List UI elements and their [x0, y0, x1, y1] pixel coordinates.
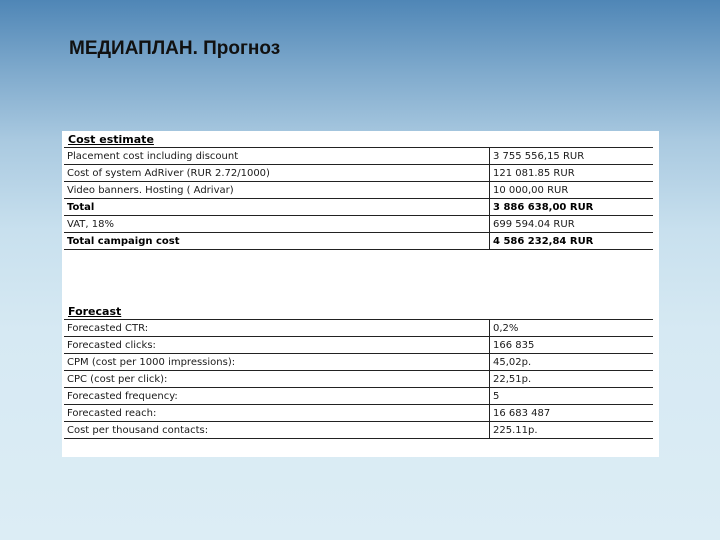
cost-estimate-table — [64, 147, 653, 250]
row-value: 121 081.85 RUR — [490, 165, 654, 182]
row-label: CPM (cost per 1000 impressions): — [64, 354, 490, 371]
table-row-total — [64, 199, 653, 216]
table-row — [64, 320, 653, 337]
row-value: 5 — [490, 388, 654, 405]
row-label: CPC (cost per click): — [64, 371, 490, 388]
row-label: VAT, 18% — [64, 216, 490, 233]
row-label: Cost per thousand contacts: — [64, 422, 490, 439]
row-value: 45,02p. — [490, 354, 654, 371]
row-value: 3 755 556,15 RUR — [490, 148, 654, 165]
row-value: 699 594.04 RUR — [490, 216, 654, 233]
row-label: Forecasted clicks: — [64, 337, 490, 354]
row-value: 3 886 638,00 RUR — [490, 199, 654, 216]
table-row — [64, 354, 653, 371]
row-label: Total — [64, 199, 490, 216]
table-row — [64, 216, 653, 233]
forecast-title: Forecast — [68, 305, 122, 318]
row-label: Video banners. Hosting ( Adrivar) — [64, 182, 490, 199]
row-label: Forecasted CTR: — [64, 320, 490, 337]
slide-title: МЕДИАПЛАН. Прогноз — [69, 38, 281, 59]
table-row — [64, 182, 653, 199]
row-value: 22,51p. — [490, 371, 654, 388]
row-value: 10 000,00 RUR — [490, 182, 654, 199]
cost-estimate-title: Cost estimate — [68, 133, 154, 146]
row-value: 225.11p. — [490, 422, 654, 439]
table-row — [64, 422, 653, 439]
forecast-table — [64, 319, 653, 439]
row-label: Forecasted reach: — [64, 405, 490, 422]
mediaplan-panel — [62, 131, 659, 457]
row-value: 4 586 232,84 RUR — [490, 233, 654, 250]
row-label: Forecasted frequency: — [64, 388, 490, 405]
table-row — [64, 148, 653, 165]
row-label: Placement cost including discount — [64, 148, 490, 165]
table-row — [64, 165, 653, 182]
row-value: 0,2% — [490, 320, 654, 337]
row-value: 16 683 487 — [490, 405, 654, 422]
row-label: Cost of system AdRiver (RUR 2.72/1000) — [64, 165, 490, 182]
row-label: Total campaign cost — [64, 233, 490, 250]
row-value: 166 835 — [490, 337, 654, 354]
table-row — [64, 388, 653, 405]
table-row — [64, 337, 653, 354]
table-row-total-campaign — [64, 233, 653, 250]
table-row — [64, 405, 653, 422]
table-row — [64, 371, 653, 388]
